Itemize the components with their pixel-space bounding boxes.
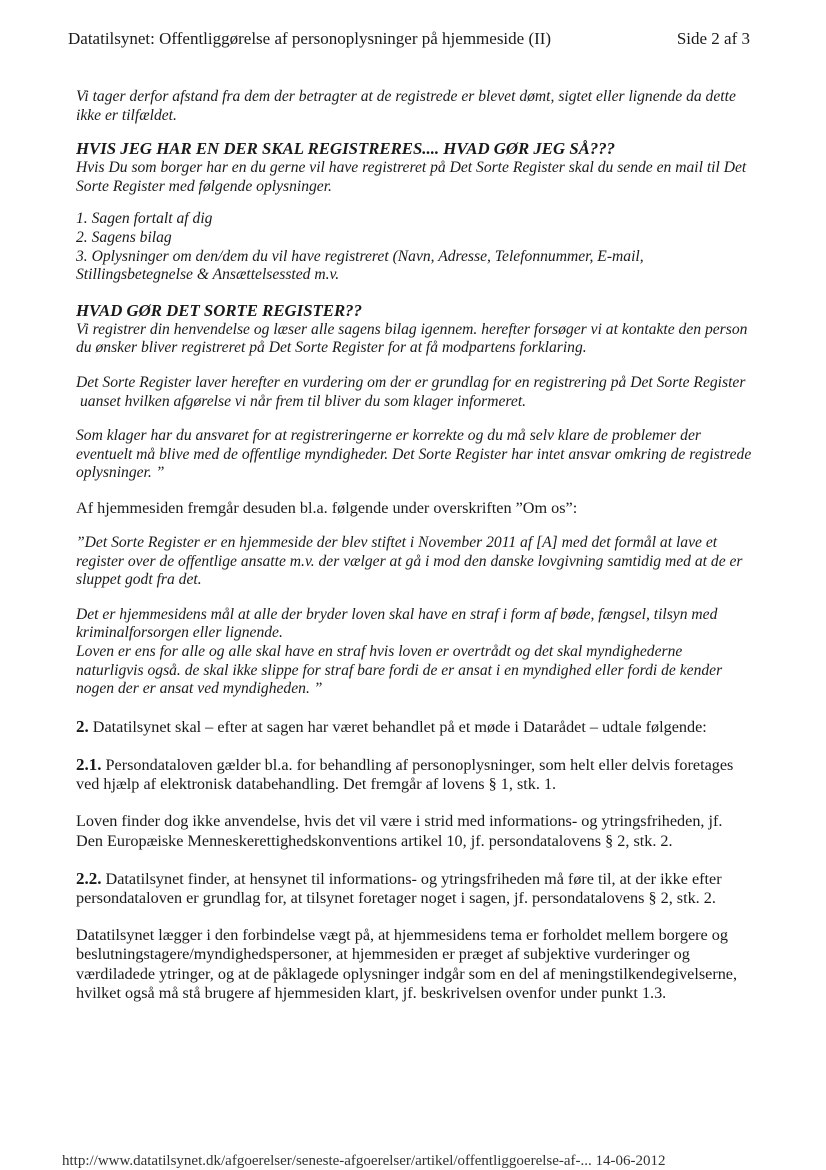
page-footer-url: http://www.datatilsynet.dk/afgoerelser/seneste-afgoerelser/artikel/offentliggoerelse-af-... 14-06-2012 (62, 1153, 666, 1169)
goal-paragraph: Det er hjemmesidens mål at alle der bryder loven skal have en straf i form af bøde, fængsel, tilsyn med kriminalforsorgen eller lignende. (76, 605, 718, 642)
instruction-paragraph: Hvis Du som borger har en du gerne vil have registreret på Det Sorte Register skal du sende en mail til Det Sorte Register med følgende oplysninger. (76, 159, 747, 195)
section-2-2-text: Datatilsynet finder, at hensynet til informations- og ytringsfriheden må føre til, at der ikke efter persondataloven er grundlag for, at tilsynet foretager noget i sagen, jf. persondatalovens § 2, stk. 2. (76, 869, 722, 908)
intro-paragraph: Vi tager derfor afstand fra dem der betragter at de registrede er blevet dømt, sigtet eller lignende da dette ikke er tilfældet. (76, 88, 736, 124)
page-number: Side 2 af 3 (676, 29, 750, 48)
section-2-1-paragraph (76, 755, 752, 794)
about-quote-paragraph: ”Det Sorte Register er en hjemmeside der blev stiftet i November 2011 af [A] med det formål at lave et register over de offentlige ansatte m.v. der vælger at gå i mod den danske lovgivning samtidig med at de er sluppet godt fra det. (76, 534, 743, 589)
page-header (68, 28, 750, 50)
list-item: 3. Oplysninger om den/dem du vil have registreret (Navn, Adresse, Telefonnummer, E-mail, Stillingsbetegnelse & Ansættelsessted m.v. (76, 247, 644, 284)
responsibility-paragraph: Som klager har du ansvaret for at registreringerne er korrekte og du må selv klare de problemer der eventuelt må blive med de offentlige myndigheder. Det Sorte Register har intet ansvar omkring de registrede oplysninger. ” (76, 427, 752, 482)
document-title: Datatilsynet: Offentliggørelse af personoplysninger på hjemmeside (II) (68, 29, 552, 48)
section-number: 2.1. (76, 755, 102, 775)
exception-paragraph: Loven finder dog ikke anvendelse, hvis det vil være i strid med informations- og ytringsfriheden, jf. Den Europæiske Menneskerettighedskonventions artikel 10, jf. persondatalovens § 2, stk. 2. (76, 812, 723, 850)
law-paragraph: Loven er ens for alle og alle skal have en straf hvis loven er overtrådt og det skal myndighederne naturligvis også. de skal ikke slippe for straf bare fordi de er ansat i en myndighed eller fordi de kender nogen der er ansat ved myndigheden. ” (76, 643, 723, 698)
section-heading-register: HVIS JEG HAR EN DER SKAL REGISTRERES.... HVAD GØR JEG SÅ??? (76, 139, 616, 159)
procedure-paragraph: Vi registrer din henvendelse og læser alle sagens bilag igennem. herefter forsøger vi at kontakte den person du ønsker bliver registreret på Det Sorte Register for at få modpartens forklaring. (76, 320, 748, 357)
conclusion-paragraph: Datatilsynet lægger i den forbindelse vægt på, at hjemmesidens tema er forholdet mellem borgere og beslutningstagere/myndighedspersoner, at hjemmesiden er præget af subjektive vurderinger og værdiladede ytringer, og at de påklagede oplysninger indgår som en del af meningstilkendegivelserne, hvilket også må stå brugere af hjemmesiden klart, jf. beskrivelsen ovenfor under punkt 1.3. (76, 926, 738, 1002)
document-body (76, 88, 752, 1003)
section-2-1-text: Persondataloven gælder bl.a. for behandling af personoplysninger, som helt eller delvis foretages ved hjælp af elektronisk databehandling. Det fremgår af lovens § 1, stk. 1. (76, 756, 734, 794)
section-2-text: Datatilsynet skal – efter at sagen har været behandlet på et møde i Datarådet – udtale følgende: (92, 717, 707, 736)
list-item: 2. Sagens bilag (76, 228, 172, 246)
section-heading-what-does: HVAD GØR DET SORTE REGISTER?? (76, 300, 362, 320)
section-number: 2. (76, 716, 89, 736)
section-2-paragraph (76, 717, 752, 737)
assessment-paragraph-continued: uanset hvilken afgørelse vi når frem til bliver du som klager informeret. (80, 392, 527, 410)
section-2-2-paragraph (76, 869, 752, 908)
list-item: 1. Sagen fortalt af dig (76, 210, 213, 228)
assessment-paragraph: Det Sorte Register laver herefter en vurdering om der er grundlag for en registrering på Det Sorte Register (76, 373, 746, 391)
about-intro-paragraph: Af hjemmesiden fremgår desuden bl.a. følgende under overskriften ”Om os”: (76, 498, 578, 517)
section-number: 2.2. (76, 868, 102, 888)
